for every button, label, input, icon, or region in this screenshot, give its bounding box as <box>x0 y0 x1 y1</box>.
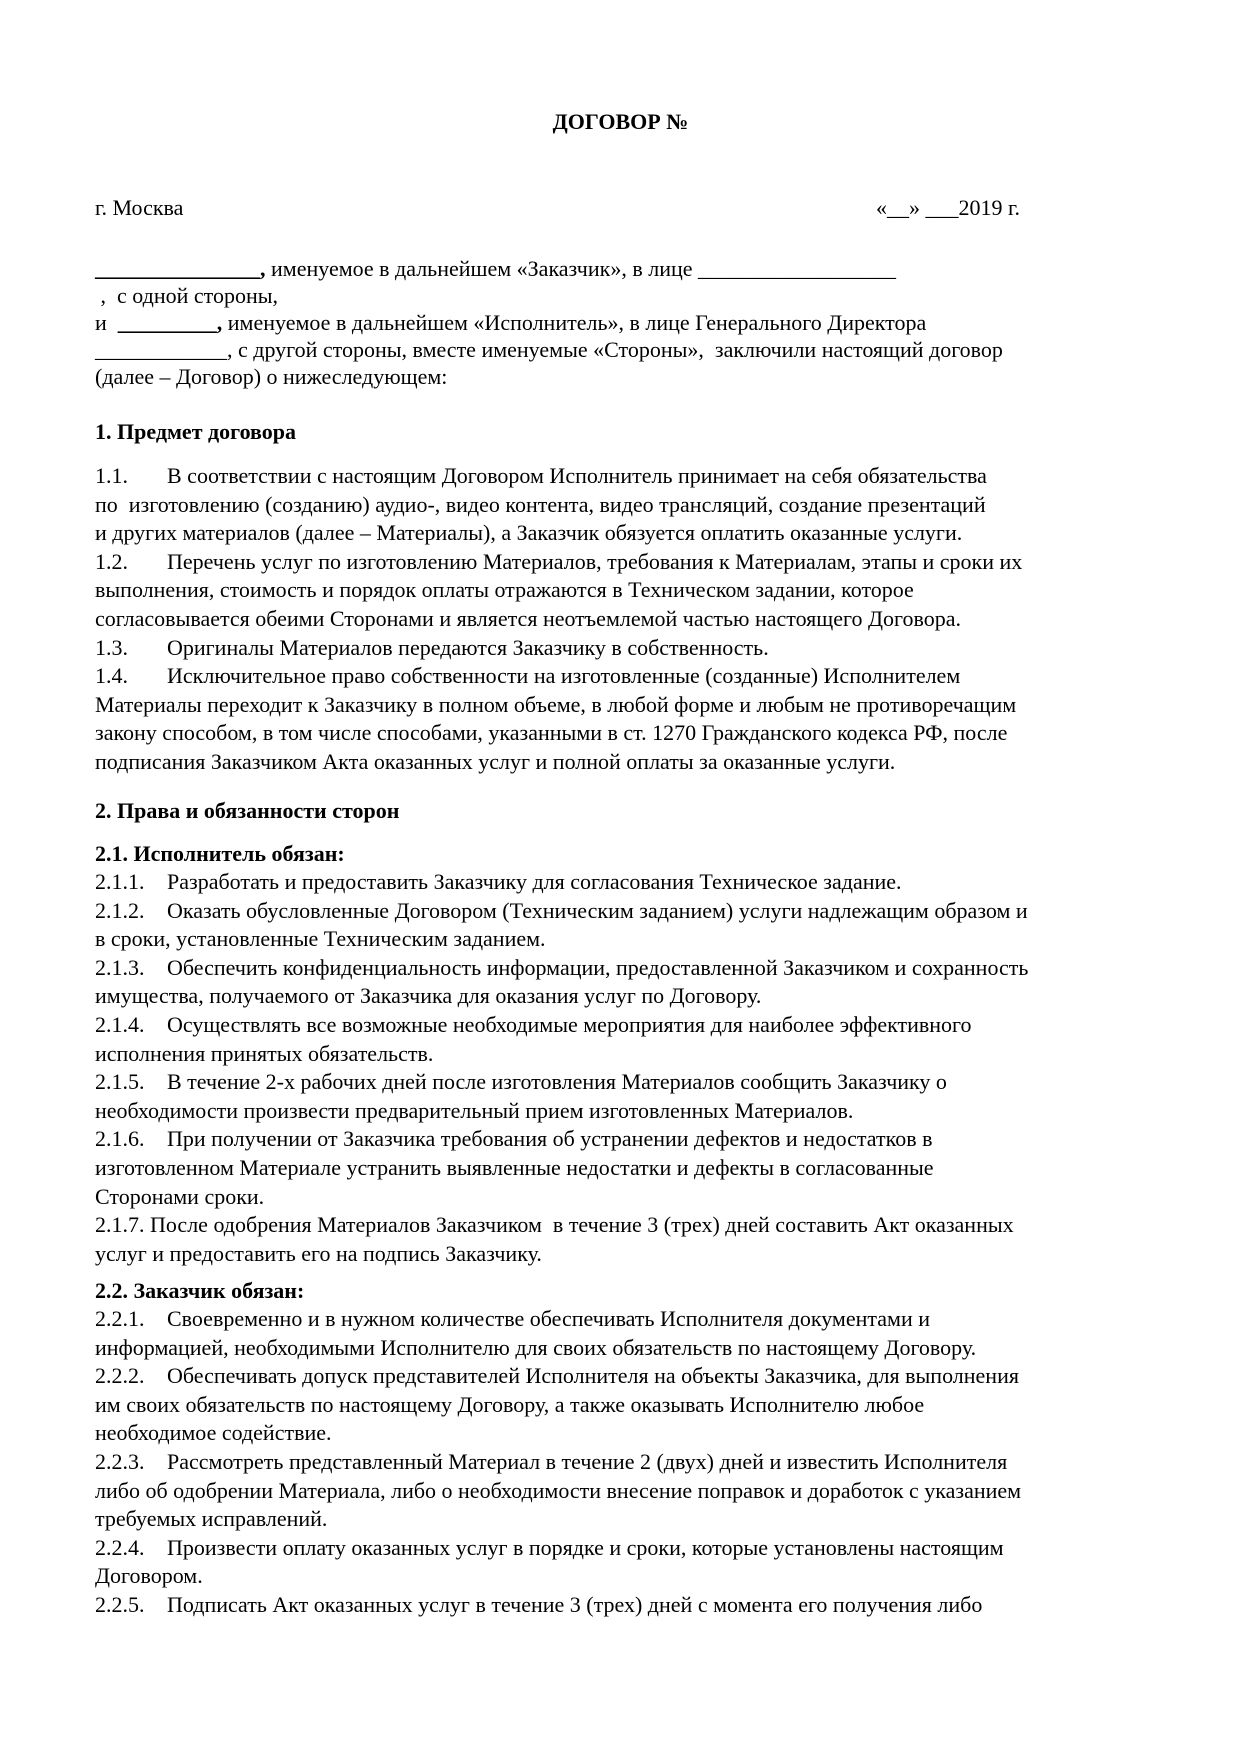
clause-text: Договором. <box>95 1563 203 1589</box>
paragraph-line <box>95 634 769 662</box>
clause-number: 2.2.4. <box>95 1534 145 1560</box>
paragraph-line <box>95 1334 976 1362</box>
contractor-name-blank: _________, <box>117 310 223 335</box>
paragraph-line <box>95 1591 982 1619</box>
paragraph-line <box>95 548 1022 576</box>
paragraph-line <box>95 1211 1014 1239</box>
paragraph-line <box>95 1068 947 1096</box>
paragraph-line <box>95 1505 327 1533</box>
clause-number: 1.4. <box>95 663 128 689</box>
clause-text: исполнения принятых обязательств. <box>95 1040 434 1066</box>
paragraph-line <box>95 925 546 953</box>
clause-number: 2.1.1. <box>95 869 145 894</box>
preamble-line-1-text: именуемое в дальнейшем «Заказчик», в лице __________________ <box>265 256 897 281</box>
city: г. Москва <box>95 195 184 220</box>
paragraph-line <box>95 719 1007 747</box>
section-2-heading: 2. Права и обязанности сторон <box>95 798 400 823</box>
clause-number: 2.2.2. <box>95 1363 145 1389</box>
clause-text: Материалы переходит к Заказчику в полном объеме, в любой форме и любым не противоречащим <box>95 691 1017 717</box>
section-2-2-heading: 2.2. Заказчик обязан: <box>95 1278 305 1303</box>
clause-text: либо об одобрении Материала, либо о необходимости внесение поправок и доработок с указанием <box>95 1477 1022 1503</box>
clause-number: 1.3. <box>95 634 128 660</box>
clause-text: подписания Заказчиком Акта оказанных услуг и полной оплаты за оказанные услуги. <box>95 749 896 774</box>
preamble-line-2: , с одной стороны, <box>95 283 279 308</box>
section-1-heading: 1. Предмет договора <box>95 419 296 444</box>
preamble-line-3-prefix: и <box>95 310 118 335</box>
paragraph-line <box>95 1125 932 1153</box>
customer-name-blank: _______________, <box>95 256 266 281</box>
paragraph-line <box>95 1183 264 1211</box>
paragraph-line <box>95 1362 1019 1390</box>
paragraph-line <box>95 1154 934 1182</box>
paragraph-line <box>95 1391 924 1419</box>
clause-text: Подписать Акт оказанных услуг в течение 3 (трех) дней с момента его получения либо <box>167 1592 983 1617</box>
clause-text: Своевременно и в нужном количестве обеспечивать Исполнителя документами и <box>167 1306 931 1331</box>
clause-text: имущества, получаемого от Заказчика для оказания услуг по Договору. <box>95 983 762 1009</box>
paragraph-line <box>95 576 914 604</box>
clause-text: В соответствии с настоящим Договором Исполнитель принимает на себя обязательства <box>167 463 987 488</box>
clause-text: Исключительное право собственности на изготовленные (созданные) Исполнителем <box>167 663 961 689</box>
clause-text: и других материалов (далее – Материалы), а Заказчик обязуется оплатить оказанные услуги. <box>95 520 963 546</box>
paragraph-line <box>95 954 1028 982</box>
clause-number: 2.1.4. <box>95 1012 145 1037</box>
preamble-line-5: (далее – Договор) о нижеследующем: <box>95 364 448 389</box>
contract-title: ДОГОВОР № <box>552 109 689 134</box>
clause-text: Оригиналы Материалов передаются Заказчику в собственность. <box>167 634 769 660</box>
paragraph-line <box>95 1448 1007 1476</box>
paragraph-line <box>95 691 1016 719</box>
clause-text: закону способом, в том числе способами, указанными в ст. 1270 Гражданского кодекса РФ, после <box>95 720 1008 746</box>
paragraph-line <box>95 1419 332 1447</box>
preamble-line-3-text: именуемое в дальнейшем «Исполнитель», в лице Генерального Директора <box>222 310 927 335</box>
paragraph-line <box>95 1562 203 1590</box>
clause-text: выполнения, стоимость и порядок оплаты отражаются в Техническом задании, которое <box>95 577 914 603</box>
clause-text: Перечень услуг по изготовлению Материалов, требования к Материалам, этапы и сроки их <box>167 548 1023 574</box>
clause-number: 2.1.5. <box>95 1069 145 1095</box>
clause-text: Обеспечивать допуск представителей Исполнителя на объекты Заказчика, для выполнения <box>167 1363 1019 1389</box>
clause-number: 2.1.6. <box>95 1126 145 1152</box>
paragraph-line <box>95 662 960 690</box>
clause-number: 2.2.3. <box>95 1449 145 1474</box>
paragraph-line <box>95 1240 542 1268</box>
clause-number: 2.2.5. <box>95 1592 145 1617</box>
clause-text: Сторонами сроки. <box>95 1183 265 1209</box>
clause-text: В течение 2-х рабочих дней после изготовления Материалов сообщить Заказчику о <box>167 1069 947 1095</box>
clause-number: 2.1.3. <box>95 954 145 980</box>
clause-text: необходимости произвести предварительный прием изготовленных Материалов. <box>95 1097 854 1123</box>
clause-text: в сроки, установленные Техническим заданием. <box>95 926 546 952</box>
clause-text: изготовленном Материале устранить выявленные недостатки и дефекты в согласованные <box>95 1155 934 1180</box>
section-2-1-heading: 2.1. Исполнитель обязан: <box>95 841 345 866</box>
clause-number: 2.2.1. <box>95 1306 145 1331</box>
clause-number: 1.1. <box>95 463 128 488</box>
clause-text: услуг и предоставить его на подпись Заказчику. <box>95 1240 542 1266</box>
paragraph-line <box>95 1040 433 1068</box>
paragraph-line <box>95 605 961 633</box>
clause-text: Разработать и предоставить Заказчику для согласования Техническое задание. <box>167 869 902 894</box>
preamble-line-3 <box>95 309 926 337</box>
clause-number: 2.1.2. <box>95 897 145 923</box>
clause-text: информацией, необходимыми Исполнителю для своих обязательств по настоящему Договору. <box>95 1334 977 1360</box>
clause-text: им своих обязательств по настоящему Договору, а также оказывать Исполнителю любое <box>95 1391 925 1417</box>
paragraph-line <box>95 868 902 896</box>
paragraph-line <box>95 982 761 1010</box>
paragraph-line <box>95 1305 930 1333</box>
paragraph-line <box>95 1097 853 1125</box>
paragraph-line <box>95 1477 1021 1505</box>
contract-date: «__» ___2019 г. <box>876 195 1021 220</box>
paragraph-line <box>95 462 987 490</box>
preamble-line-1 <box>95 255 896 283</box>
paragraph-line <box>95 897 1028 925</box>
clause-text: При получении от Заказчика требования об устранении дефектов и недостатков в <box>167 1126 933 1152</box>
clause-text: Обеспечить конфиденциальность информации, предоставленной Заказчиком и сохранность <box>167 954 1029 980</box>
paragraph-line <box>95 491 986 519</box>
paragraph-line <box>95 748 895 776</box>
preamble-line-4: ____________, с другой стороны, вместе именуемые «Стороны», заключили настоящий договор <box>95 337 1003 362</box>
clause-text: Рассмотреть представленный Материал в течение 2 (двух) дней и известить Исполнителя <box>167 1449 1008 1474</box>
clause-number: 1.2. <box>95 548 128 574</box>
clause-text: требуемых исправлений. <box>95 1506 328 1532</box>
paragraph-line <box>95 1011 972 1039</box>
clause-text: Оказать обусловленные Договором (Техническим заданием) услуги надлежащим образом и <box>167 897 1028 923</box>
clause-text: по изготовлению (созданию) аудио-, видео контента, видео трансляций, создание презентаций <box>95 491 986 517</box>
clause-text: необходимое содействие. <box>95 1420 332 1446</box>
paragraph-line <box>95 519 962 547</box>
clause-text: Осуществлять все возможные необходимые мероприятия для наиболее эффективного <box>167 1012 972 1037</box>
paragraph-line <box>95 1534 1004 1562</box>
clause-text: согласовывается обеими Сторонами и является неотъемлемой частью настоящего Договора. <box>95 606 961 631</box>
clause-text: 2.1.7. После одобрения Материалов Заказчиком в течение 3 (трех) дней составить Акт оказанных <box>95 1212 1014 1238</box>
clause-text: Произвести оплату оказанных услуг в порядке и сроки, которые установлены настоящим <box>167 1534 1004 1560</box>
